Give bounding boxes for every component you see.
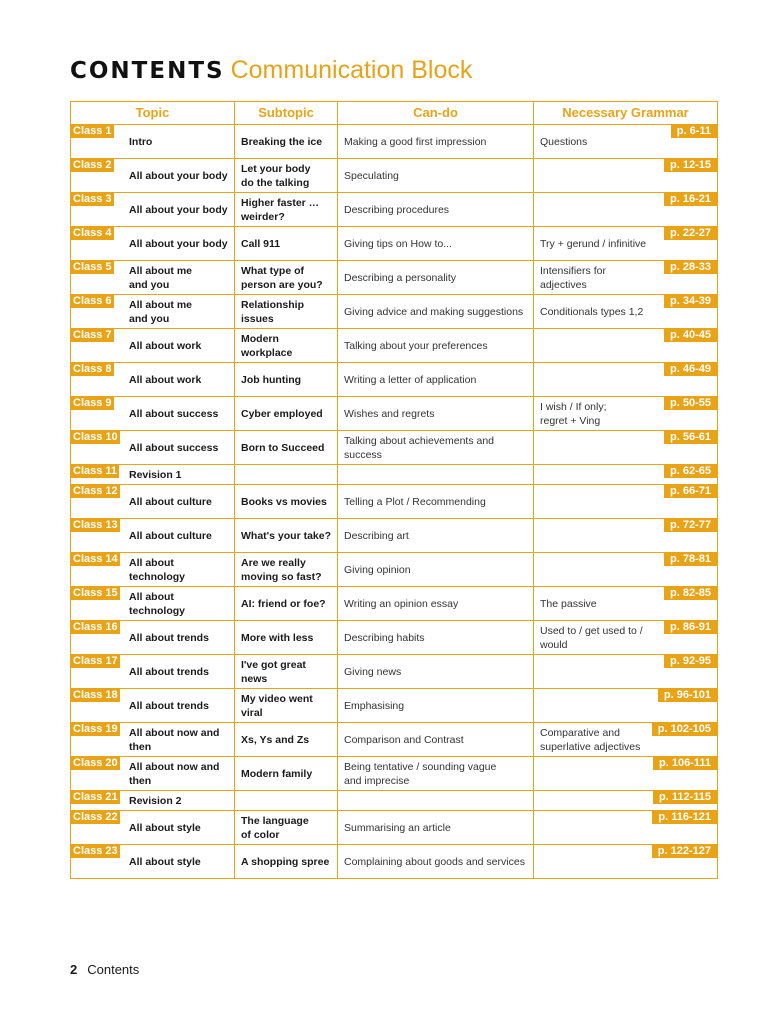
class-badge: Class 17 bbox=[73, 655, 118, 667]
grammar-cell bbox=[534, 587, 718, 621]
table-row bbox=[71, 295, 718, 329]
grammar-cell bbox=[534, 553, 718, 587]
topic-cell bbox=[71, 723, 235, 757]
class-badge: Class 20 bbox=[73, 757, 118, 769]
contents-table bbox=[70, 101, 718, 879]
class-badge: Class 2 bbox=[73, 159, 112, 171]
cando-cell: Comparison and Contrast bbox=[338, 723, 534, 757]
footer-page-number: 2 bbox=[70, 962, 78, 977]
topic-cell bbox=[71, 655, 235, 689]
topic-cell bbox=[71, 329, 235, 363]
subtopic-cell: A shopping spree bbox=[235, 845, 338, 879]
page-range-badge: p. 96-101 bbox=[658, 689, 717, 702]
page-range-badge: p. 112-115 bbox=[653, 791, 717, 804]
topic-cell bbox=[71, 193, 235, 227]
table-row bbox=[71, 329, 718, 363]
table-row bbox=[71, 519, 718, 553]
topic-cell bbox=[71, 553, 235, 587]
subtopic-cell: Are we really moving so fast? bbox=[235, 553, 338, 587]
topic-text: Revision 2 bbox=[129, 794, 182, 807]
class-badge: Class 4 bbox=[73, 227, 112, 239]
table-row bbox=[71, 845, 718, 879]
subtopic-cell: Books vs movies bbox=[235, 485, 338, 519]
topic-text: All about me and you bbox=[129, 298, 193, 325]
topic-cell bbox=[71, 811, 235, 845]
topic-text: All about technology bbox=[129, 590, 186, 617]
page-range-badge: p. 106-111 bbox=[653, 757, 717, 770]
subtopic-cell: Job hunting bbox=[235, 363, 338, 397]
grammar-cell bbox=[534, 329, 718, 363]
grammar-cell bbox=[534, 757, 718, 791]
grammar-cell bbox=[534, 811, 718, 845]
grammar-text: Used to / get used to / would bbox=[540, 624, 643, 651]
grammar-text: Questions bbox=[540, 135, 588, 148]
topic-cell bbox=[71, 465, 235, 485]
table-row bbox=[71, 261, 718, 295]
topic-text: All about technology bbox=[129, 556, 186, 583]
page-range-badge: p. 82-85 bbox=[664, 587, 717, 600]
class-badge: Class 21 bbox=[73, 791, 118, 803]
class-badge: Class 22 bbox=[73, 811, 118, 823]
subtopic-cell: Call 911 bbox=[235, 227, 338, 261]
column-header-grammar: Necessary Grammar bbox=[534, 102, 718, 125]
cando-cell: Writing a letter of application bbox=[338, 363, 534, 397]
class-badge: Class 14 bbox=[73, 553, 118, 565]
subtopic-cell: Relationship issues bbox=[235, 295, 338, 329]
class-badge: Class 23 bbox=[73, 845, 118, 857]
topic-text: Revision 1 bbox=[129, 468, 182, 481]
topic-text: All about trends bbox=[129, 631, 209, 644]
cando-cell bbox=[338, 465, 534, 485]
cando-cell: Being tentative / sounding vague and imprecise bbox=[338, 757, 534, 791]
subtopic-cell: The language of color bbox=[235, 811, 338, 845]
cando-cell: Describing procedures bbox=[338, 193, 534, 227]
grammar-cell bbox=[534, 689, 718, 723]
class-badge: Class 5 bbox=[73, 261, 112, 273]
grammar-cell bbox=[534, 431, 718, 465]
topic-cell bbox=[71, 397, 235, 431]
grammar-cell bbox=[534, 363, 718, 397]
grammar-cell bbox=[534, 485, 718, 519]
topic-text: All about culture bbox=[129, 495, 212, 508]
page-range-badge: p. 92-95 bbox=[664, 655, 717, 668]
grammar-cell bbox=[534, 723, 718, 757]
table-row bbox=[71, 397, 718, 431]
table-row bbox=[71, 227, 718, 261]
table-row bbox=[71, 159, 718, 193]
cando-cell: Wishes and regrets bbox=[338, 397, 534, 431]
table-row bbox=[71, 757, 718, 791]
subtopic-cell: What's your take? bbox=[235, 519, 338, 553]
page-range-badge: p. 22-27 bbox=[664, 227, 717, 240]
table-row bbox=[71, 791, 718, 811]
class-badge: Class 16 bbox=[73, 621, 118, 633]
topic-text: Intro bbox=[129, 135, 153, 148]
subtopic-cell: Breaking the ice bbox=[235, 125, 338, 159]
table-row bbox=[71, 465, 718, 485]
class-badge: Class 9 bbox=[73, 397, 112, 409]
page-range-badge: p. 86-91 bbox=[664, 621, 717, 634]
cando-cell: Describing habits bbox=[338, 621, 534, 655]
column-header-topic: Topic bbox=[71, 102, 235, 125]
page-range-badge: p. 56-61 bbox=[664, 431, 717, 444]
topic-cell bbox=[71, 621, 235, 655]
class-badge: Class 10 bbox=[73, 431, 118, 443]
class-badge: Class 15 bbox=[73, 587, 118, 599]
column-header-cando: Can-do bbox=[338, 102, 534, 125]
table-row bbox=[71, 363, 718, 397]
page-range-badge: p. 72-77 bbox=[664, 519, 717, 532]
page-range-badge: p. 6-11 bbox=[671, 125, 717, 138]
page-range-badge: p. 122-127 bbox=[652, 845, 717, 858]
subtopic-cell: More with less bbox=[235, 621, 338, 655]
table-row bbox=[71, 485, 718, 519]
topic-cell bbox=[71, 519, 235, 553]
topic-cell bbox=[71, 757, 235, 791]
topic-text: All about your body bbox=[129, 169, 228, 182]
footer-label: Contents bbox=[87, 962, 140, 977]
cando-cell: Writing an opinion essay bbox=[338, 587, 534, 621]
subtopic-cell: AI: friend or foe? bbox=[235, 587, 338, 621]
subtopic-cell: My video went viral bbox=[235, 689, 338, 723]
topic-text: All about trends bbox=[129, 665, 209, 678]
grammar-cell bbox=[534, 159, 718, 193]
grammar-cell bbox=[534, 193, 718, 227]
table-row bbox=[71, 193, 718, 227]
page-range-badge: p. 28-33 bbox=[664, 261, 717, 274]
topic-text: All about your body bbox=[129, 203, 228, 216]
cando-cell: Making a good first impression bbox=[338, 125, 534, 159]
grammar-text: I wish / If only; regret + Ving bbox=[540, 400, 607, 427]
grammar-text: Intensifiers for adjectives bbox=[540, 264, 606, 291]
subtopic-cell: Higher faster … weirder? bbox=[235, 193, 338, 227]
page-range-badge: p. 46-49 bbox=[664, 363, 717, 376]
topic-cell bbox=[71, 125, 235, 159]
table-row bbox=[71, 431, 718, 465]
topic-text: All about style bbox=[129, 855, 201, 868]
topic-text: All about success bbox=[129, 441, 219, 454]
cando-cell: Summarising an article bbox=[338, 811, 534, 845]
topic-text: All about style bbox=[129, 821, 201, 834]
topic-cell bbox=[71, 295, 235, 329]
class-badge: Class 7 bbox=[73, 329, 112, 341]
topic-cell bbox=[71, 587, 235, 621]
page-range-badge: p. 62-65 bbox=[664, 465, 717, 478]
class-badge: Class 13 bbox=[73, 519, 118, 531]
topic-text: All about culture bbox=[129, 529, 212, 542]
class-badge: Class 12 bbox=[73, 485, 118, 497]
topic-cell bbox=[71, 431, 235, 465]
cando-cell: Complaining about goods and services bbox=[338, 845, 534, 879]
page-range-badge: p. 34-39 bbox=[664, 295, 717, 308]
page-range-badge: p. 66-71 bbox=[664, 485, 717, 498]
topic-cell bbox=[71, 227, 235, 261]
subtopic-cell bbox=[235, 465, 338, 485]
page-range-badge: p. 12-15 bbox=[664, 159, 717, 172]
title-subtitle: Communication Block bbox=[230, 56, 473, 84]
grammar-text: Comparative and superlative adjectives bbox=[540, 726, 641, 753]
grammar-cell bbox=[534, 295, 718, 329]
class-badge: Class 6 bbox=[73, 295, 112, 307]
topic-cell bbox=[71, 791, 235, 811]
subtopic-cell: Xs, Ys and Zs bbox=[235, 723, 338, 757]
cando-cell: Talking about your preferences bbox=[338, 329, 534, 363]
topic-cell bbox=[71, 363, 235, 397]
grammar-cell bbox=[534, 655, 718, 689]
page-range-badge: p. 102-105 bbox=[652, 723, 717, 736]
topic-cell bbox=[71, 261, 235, 295]
topic-cell bbox=[71, 845, 235, 879]
table-row bbox=[71, 723, 718, 757]
topic-text: All about me and you bbox=[129, 264, 193, 291]
class-badge: Class 18 bbox=[73, 689, 118, 701]
cando-cell: Giving advice and making suggestions bbox=[338, 295, 534, 329]
table-row bbox=[71, 811, 718, 845]
cando-cell: Describing art bbox=[338, 519, 534, 553]
subtopic-cell: Born to Succeed bbox=[235, 431, 338, 465]
column-header-subtopic: Subtopic bbox=[235, 102, 338, 125]
page-range-badge: p. 78-81 bbox=[664, 553, 717, 566]
cando-cell: Talking about achievements and success bbox=[338, 431, 534, 465]
subtopic-cell: What type of person are you? bbox=[235, 261, 338, 295]
grammar-cell bbox=[534, 261, 718, 295]
cando-cell: Emphasising bbox=[338, 689, 534, 723]
cando-cell: Speculating bbox=[338, 159, 534, 193]
table-row bbox=[71, 587, 718, 621]
cando-cell: Giving news bbox=[338, 655, 534, 689]
topic-text: All about now and then bbox=[129, 726, 220, 753]
topic-text: All about trends bbox=[129, 699, 209, 712]
grammar-cell bbox=[534, 227, 718, 261]
table-row bbox=[71, 655, 718, 689]
grammar-cell bbox=[534, 465, 718, 485]
page-range-badge: p. 116-121 bbox=[652, 811, 717, 824]
topic-text: All about work bbox=[129, 339, 202, 352]
topic-text: All about your body bbox=[129, 237, 228, 250]
class-badge: Class 1 bbox=[73, 125, 112, 137]
grammar-text: Conditionals types 1,2 bbox=[540, 305, 644, 318]
table-row bbox=[71, 689, 718, 723]
title-contents: CONTENTS bbox=[70, 58, 225, 84]
topic-text: All about success bbox=[129, 407, 219, 420]
grammar-cell bbox=[534, 791, 718, 811]
table-row bbox=[71, 621, 718, 655]
class-badge: Class 19 bbox=[73, 723, 118, 735]
grammar-cell bbox=[534, 397, 718, 431]
page-title bbox=[70, 56, 472, 85]
class-badge: Class 11 bbox=[73, 465, 118, 477]
cando-cell: Giving opinion bbox=[338, 553, 534, 587]
grammar-text: Try + gerund / infinitive bbox=[540, 237, 647, 250]
grammar-text: The passive bbox=[540, 597, 597, 610]
cando-cell: Giving tips on How to... bbox=[338, 227, 534, 261]
grammar-cell bbox=[534, 519, 718, 553]
page-footer bbox=[70, 962, 139, 977]
topic-text: All about work bbox=[129, 373, 202, 386]
cando-cell: Telling a Plot / Recommending bbox=[338, 485, 534, 519]
grammar-cell bbox=[534, 845, 718, 879]
subtopic-cell: Cyber employed bbox=[235, 397, 338, 431]
subtopic-cell: Modern workplace bbox=[235, 329, 338, 363]
cando-cell bbox=[338, 791, 534, 811]
page-range-badge: p. 50-55 bbox=[664, 397, 717, 410]
page-range-badge: p. 16-21 bbox=[664, 193, 717, 206]
topic-cell bbox=[71, 689, 235, 723]
subtopic-cell: I've got great news bbox=[235, 655, 338, 689]
cando-cell: Describing a personality bbox=[338, 261, 534, 295]
table-row bbox=[71, 553, 718, 587]
page-range-badge: p. 40-45 bbox=[664, 329, 717, 342]
table-row bbox=[71, 125, 718, 159]
grammar-cell bbox=[534, 125, 718, 159]
subtopic-cell bbox=[235, 791, 338, 811]
class-badge: Class 3 bbox=[73, 193, 112, 205]
subtopic-cell: Modern family bbox=[235, 757, 338, 791]
grammar-cell bbox=[534, 621, 718, 655]
class-badge: Class 8 bbox=[73, 363, 112, 375]
subtopic-cell: Let your body do the talking bbox=[235, 159, 338, 193]
topic-cell bbox=[71, 159, 235, 193]
topic-text: All about now and then bbox=[129, 760, 220, 787]
topic-cell bbox=[71, 485, 235, 519]
table-header-row bbox=[71, 102, 718, 125]
